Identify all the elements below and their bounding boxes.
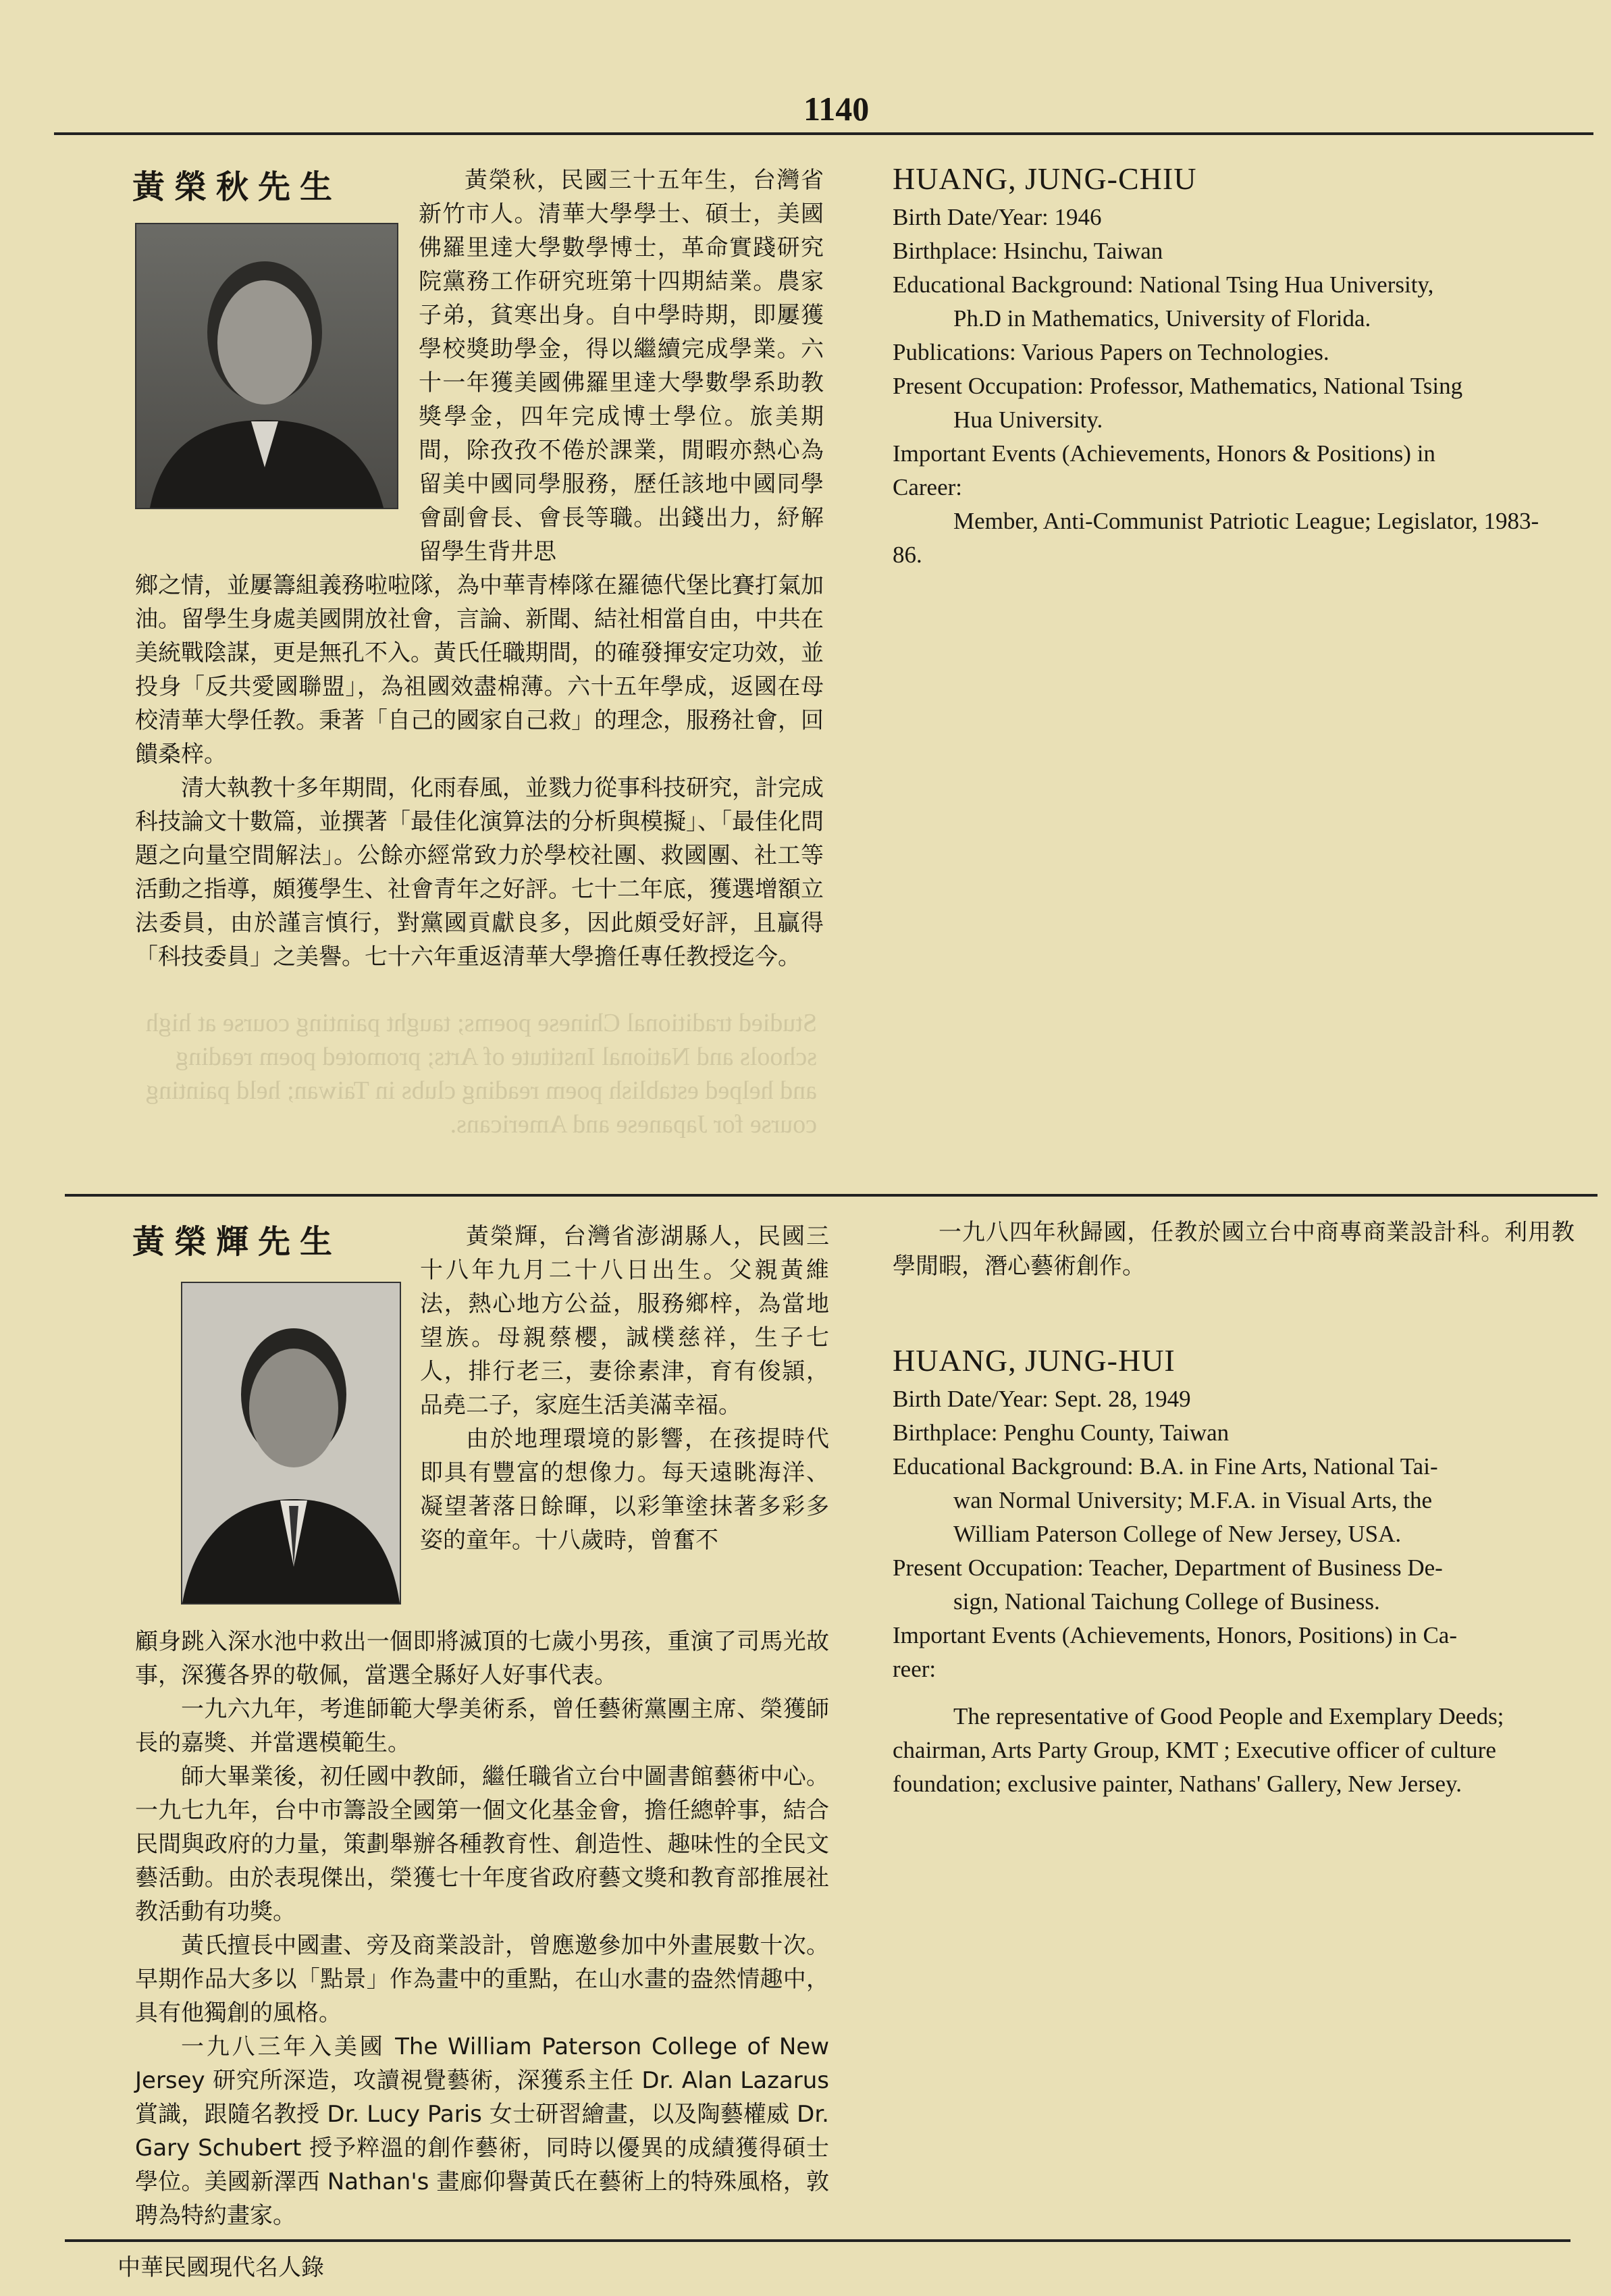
entry2-bio-cn-p2-lead: 由於地理環境的影響，在孩提時代即具有豐富的想像力。每天遠眺海洋、凝望著落日餘暉，以彩筆塗抹著多彩多姿的童年。十八歲時，曾奮不	[420, 1426, 829, 1554]
top-rule	[54, 132, 1593, 135]
entry2-bio-cn-p6: 一九八三年入美國 The William Paterson College of New Jersey 研究所深造，攻讀視覺藝術，深獲系主任 Dr. Alan Lazarus 賞識，跟隨名教授 Dr. Lucy Paris 女士研習繪畫，以及陶藝權威 Dr. Gary Schubert 授予粹溫的創作藝術，同時以優異的成績獲得碩士學位。美國新澤西 Nathan's 畫廊仰譽黃氏在藝術上的特殊風格，敦聘為特約畫家。	[135, 2033, 829, 2229]
entry2-education-2: wan Normal University; M.F.A. in Visual Arts, the	[953, 1487, 1432, 1513]
entry1-birthplace: Birthplace: Hsinchu, Taiwan	[893, 238, 1163, 264]
entry2-bio-cn-p1: 黃榮輝，台灣省澎湖縣人，民國三十八年九月二十八日出生。父親黃維法，熱心地方公益，服務鄉梓，為當地望族。母親蔡櫻，誠樸慈祥，生子七人，排行老三，妻徐素津，育有俊頴，品堯二子，家庭生活美滿幸福。	[420, 1223, 829, 1419]
entry2-name-cn: 黃榮輝先生	[132, 1223, 342, 1261]
entry1-events-body: Member, Anti-Communist Patriotic League; Legislator, 1983-86.	[893, 508, 1539, 568]
entry2-bio-cn-p7: 一九八四年秋歸國，任教於國立台中商專商業設計科。利用教學閒暇，潛心藝術創作。	[893, 1219, 1575, 1280]
entry2-events-2: reer:	[893, 1656, 936, 1682]
entry2-bio-cn-p2-rest: 顧身跳入深水池中救出一個即將滅頂的七歲小男孩，重演了司馬光故事，深獲各界的敬佩，當選全縣好人好事代表。	[135, 1628, 829, 1689]
entry1-events-1: Important Events (Achievements, Honors & Positions) in	[893, 440, 1435, 467]
entry2-bio-cn-p4: 師大畢業後，初任國中教師，繼任職省立台中圖書館藝術中心。一九七九年，台中市籌設全國第一個文化基金會，擔任總幹事，結合民間與政府的力量，策劃舉辦各種教育性、創造性、趣味性的全民文藝活動。由於表現傑出，榮獲七十年度省政府藝文獎和教育部推展社教活動有功獎。	[135, 1763, 829, 1925]
entry2-birth: Birth Date/Year: Sept. 28, 1949	[893, 1386, 1191, 1412]
entry2-portrait-photo	[181, 1282, 401, 1604]
entry2-events-1: Important Events (Achievements, Honors, Positions) in Ca-	[893, 1622, 1457, 1648]
entry2-birthplace: Birthplace: Penghu County, Taiwan	[893, 1419, 1230, 1446]
entry1-bio-cn-p1-rest: 鄉之情，並屢籌組義務啦啦隊，為中華青棒隊在羅德代堡比賽打氣加油。留學生身處美國開放社會，言論、新聞、結社相當自由，中共在美統戰陰謀，更是無孔不入。黃氏任職期間，的確發揮安定功效，並投身「反共愛國聯盟」，為祖國效盡棉薄。六十五年學成，返國在母校清華大學任教。秉著「自己的國家自己救」的理念，服務社會，回饋桑梓。	[135, 572, 824, 768]
entry1-bio-cn-p2: 清大執教十多年期間，化雨春風，並戮力從事科技研究，計完成科技論文十數篇，並撰著「最佳化演算法的分析與模擬」、「最佳化問題之向量空間解法」。公餘亦經常致力於學校社團、救國團、社工等活動之指導，頗獲學生、社會青年之好評。七十二年底，獲選增額立法委員，由於謹言慎行，對黨國貢獻良多，因此頗受好評，且贏得「科技委員」之美譽。七十六年重返清華大學擔任專任教授迄今。	[135, 775, 824, 970]
entry2-bio-cn-right	[893, 1216, 1575, 1283]
entry2-occupation-2: sign, National Taichung College of Business.	[953, 1588, 1380, 1615]
entry1-name-en: HUANG, JUNG-CHIU	[893, 161, 1197, 196]
entry1-name-cn: 黃榮秋先生	[132, 168, 342, 206]
entry1-occupation-2: Hua University.	[953, 407, 1103, 433]
entry2-bio-en	[893, 1342, 1575, 1801]
portrait-silhouette-icon	[136, 224, 397, 508]
footer-book-title: 中華民國現代名人錄	[117, 2254, 324, 2281]
bottom-rule	[65, 2239, 1570, 2242]
entry2-education-1: Educational Background: B.A. in Fine Arts, National Tai-	[893, 1453, 1438, 1480]
bleed-through-text: Studied traditional Chinese poems; taught painting course at high schools and National Institute of Arts; promoted poem reading and helped establish poem reading clubs in Taiwan; held painting course for Japanese and Americans.	[145, 1009, 817, 1139]
entry2-bio-cn-top	[420, 1220, 829, 1557]
entry1-occupation-1: Present Occupation: Professor, Mathematics, National Tsing	[893, 373, 1463, 399]
entry1-events-2: Career:	[893, 474, 962, 500]
entry2-bio-cn-p3: 一九六九年，考進師範大學美術系，曾任藝術黨團主席、榮獲師長的嘉獎、并當選模範生。	[135, 1696, 829, 1756]
entry1-education-1: Educational Background: National Tsing Hua University,	[893, 271, 1434, 298]
page-number: 1140	[803, 90, 870, 128]
entry1-bio-cn-top	[419, 163, 824, 569]
entry2-education-3: William Paterson College of New Jersey, USA.	[953, 1521, 1402, 1547]
entry1-education-2: Ph.D in Mathematics, University of Florida.	[953, 305, 1371, 332]
entry1-birth: Birth Date/Year: 1946	[893, 204, 1102, 230]
entry2-occupation-1: Present Occupation: Teacher, Department of Business De-	[893, 1555, 1443, 1581]
entry1-bio-cn-bottom	[135, 569, 824, 974]
entry2-name-en: HUANG, JUNG-HUI	[893, 1343, 1176, 1378]
entry2-events-body: The representative of Good People and Exemplary Deeds; chairman, Arts Party Group, KMT ; Executive officer of culture foundation; exclusive painter, Nathans' Gallery, New Jersey.	[893, 1703, 1504, 1797]
entry2-bio-cn-p5: 黃氏擅長中國畫、旁及商業設計，曾應邀參加中外畫展數十次。早期作品大多以「點景」作為畫中的重點，在山水畫的盎然情趣中，具有他獨創的風格。	[135, 1932, 829, 2027]
entry1-portrait-photo	[135, 223, 398, 509]
entry1-publications: Publications: Various Papers on Technologies.	[893, 339, 1329, 365]
middle-rule	[65, 1194, 1597, 1197]
entry1-bio-cn-p1-lead: 黃榮秋，民國三十五年生，台灣省新竹市人。清華大學學士、碩士，美國佛羅里達大學數學博士，革命實踐研究院黨務工作研究班第十四期結業。農家子弟，貧寒出身。自中學時期，即屢獲學校獎助學金，得以繼續完成學業。六十一年獲美國佛羅里達大學數學系助教獎學金，四年完成博士學位。旅美期間，除孜孜不倦於課業，閒暇亦熱心為留美中國同學服務，歷任該地中國同學會副會長、會長等職。出錢出力，紓解留學生背井思	[419, 167, 824, 565]
entry2-bio-cn-bottom	[135, 1625, 829, 2233]
portrait-silhouette-icon	[182, 1283, 400, 1603]
entry1-bio-en	[893, 161, 1568, 572]
